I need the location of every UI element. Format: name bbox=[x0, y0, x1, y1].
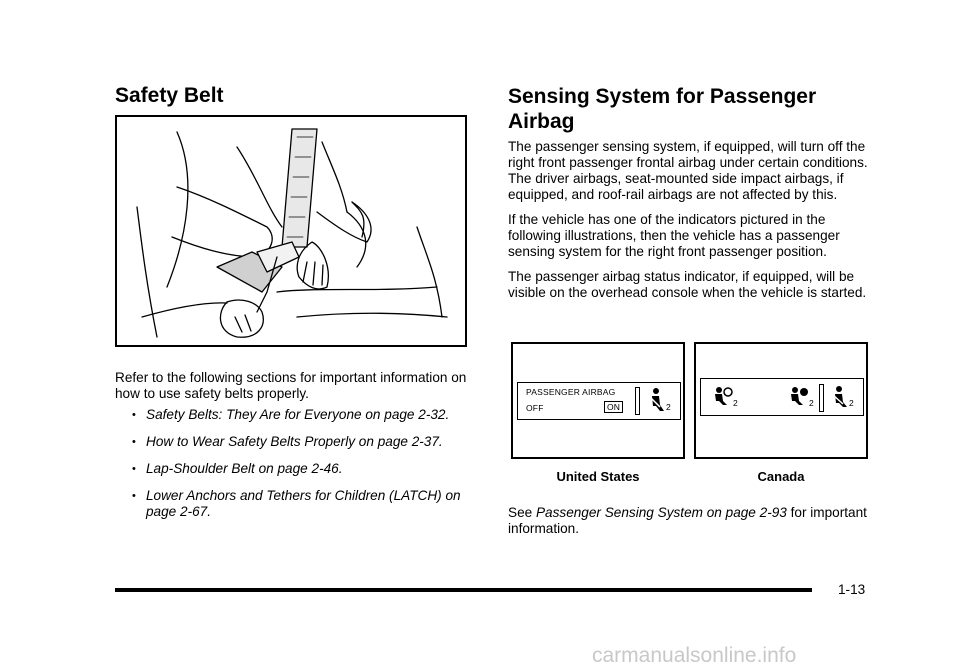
safety-belt-drawing bbox=[117, 117, 465, 345]
canada-airbag-panel bbox=[700, 378, 864, 416]
seat-number: 2 bbox=[809, 398, 814, 408]
safety-belt-illustration bbox=[115, 115, 467, 347]
canada-indicator-figure bbox=[694, 342, 868, 459]
us-caption: United States bbox=[556, 469, 640, 484]
off-label: OFF bbox=[526, 403, 544, 413]
us-airbag-panel bbox=[517, 382, 681, 420]
seat-number: 2 bbox=[849, 398, 854, 408]
reference-link[interactable]: How to Wear Safety Belts Properly on page 2-37. bbox=[146, 434, 443, 449]
list-item[interactable] bbox=[115, 488, 485, 520]
watermark: carmanualsonline.info bbox=[592, 644, 797, 667]
list-item[interactable] bbox=[115, 461, 485, 477]
see-reference bbox=[508, 505, 868, 537]
airbag-off-icon bbox=[711, 385, 733, 407]
list-item[interactable] bbox=[115, 407, 485, 423]
bullet-icon: • bbox=[132, 463, 136, 475]
us-indicator-figure bbox=[511, 342, 685, 459]
section-heading-sensing-system: Sensing System for Passenger Airbag bbox=[508, 85, 817, 133]
paragraph: The passenger sensing system, if equipped, will turn off the right front passenger frontal airbag under certain conditions. The driver airbags, seat-mounted side impact airbags, if equipped, and roof-rail airbags are not affected by this. bbox=[508, 139, 868, 202]
airbag-on-icon bbox=[787, 385, 809, 407]
footer-rule bbox=[115, 588, 812, 592]
on-label: ON bbox=[604, 401, 623, 413]
paragraph: If the vehicle has one of the indicators pictured in the following illustrations, then the vehicle has a passenger sensing system for the right front passenger position. bbox=[508, 212, 840, 259]
page-number: 1-13 bbox=[838, 582, 866, 597]
reference-list bbox=[115, 407, 485, 531]
see-suffix: for important information. bbox=[508, 505, 867, 536]
bullet-icon: • bbox=[132, 436, 136, 448]
bullet-icon: • bbox=[132, 490, 136, 502]
divider bbox=[635, 387, 640, 415]
reference-link[interactable]: Safety Belts: They Are for Everyone on page 2-32. bbox=[146, 407, 450, 422]
reference-link[interactable]: Lower Anchors and Tethers for Children (LATCH) on page 2-67. bbox=[146, 488, 461, 519]
bullet-icon: • bbox=[132, 409, 136, 421]
seat-number: 2 bbox=[733, 398, 738, 408]
list-item[interactable] bbox=[115, 434, 485, 450]
paragraph: The passenger airbag status indicator, if equipped, will be visible on the overhead console when the vehicle is started. bbox=[508, 269, 867, 300]
panel-title: PASSENGER AIRBAG bbox=[526, 387, 616, 397]
reference-link[interactable]: Lap-Shoulder Belt on page 2-46. bbox=[146, 461, 343, 476]
canada-caption: Canada bbox=[757, 469, 805, 484]
see-link[interactable]: Passenger Sensing System on page 2-93 bbox=[535, 505, 787, 520]
divider bbox=[819, 384, 824, 412]
see-prefix: See bbox=[508, 505, 536, 520]
passenger-seat-icon bbox=[829, 385, 849, 409]
section-heading-safety-belt: Safety Belt bbox=[115, 84, 224, 107]
sensing-system-body bbox=[508, 139, 873, 310]
seat-number: 2 bbox=[666, 402, 671, 412]
safety-belt-intro: Refer to the following sections for important information on how to use safety belts properly. bbox=[115, 370, 467, 401]
passenger-seat-icon bbox=[646, 387, 666, 413]
